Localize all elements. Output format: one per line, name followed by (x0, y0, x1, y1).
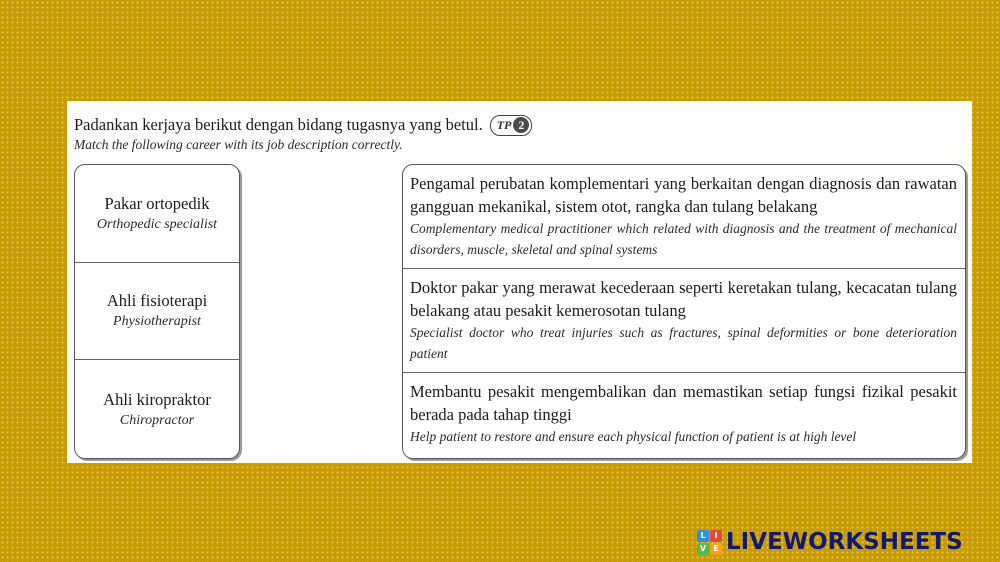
brand-wordmark: LIVEWORKSHEETS (726, 529, 963, 555)
career-item[interactable] (75, 263, 239, 361)
question-title-malay-text: Padankan kerjaya berikut dengan bidang tugasnya yang betul. (74, 115, 483, 134)
brand-square-i: I (710, 530, 722, 542)
question-title-english: Match the following career with its job description correctly. (74, 137, 403, 152)
career-name-english: Physiotherapist (113, 314, 201, 330)
description-item[interactable] (403, 269, 965, 373)
description-english: Specialist doctor who treat injuries such as fractures, spinal deformities or bone deterioration patient (410, 325, 957, 361)
brand-square-e: E (710, 543, 722, 555)
brand-square-v: V (697, 543, 709, 555)
description-item[interactable] (403, 373, 965, 457)
description-malay: Doktor pakar yang merawat kecederaan seperti keretakan tulang, kecacatan tulang belakang atau pesakit kemerosotan tulang (410, 278, 957, 320)
tp-badge-level: 2 (513, 117, 529, 133)
tp-badge-label: TP (496, 117, 512, 132)
career-name-malay: Ahli kiropraktor (103, 389, 211, 409)
description-malay: Membantu pesakit mengembalikan dan memastikan setiap fungsi fizikal pesakit berada pada tahap tinggi (410, 382, 957, 424)
career-name-malay: Pakar ortopedik (104, 193, 210, 213)
question-heading (74, 114, 954, 154)
career-name-malay: Ahli fisioterapi (106, 291, 208, 311)
career-name-english: Orthopedic specialist (96, 216, 218, 232)
description-english: Complementary medical practitioner which related with diagnosis and the treatment of mechanical disorders, muscle, skeletal and spinal systems (410, 221, 957, 257)
brand-squares-icon (697, 530, 722, 555)
descriptions-column (402, 164, 966, 459)
description-malay: Pengamal perubatan komplementari yang berkaitan dengan diagnosis dan rawatan gangguan mekanikal, sistem otot, rangka dan tulang belakang (410, 174, 957, 216)
description-item[interactable] (403, 165, 965, 269)
question-title-malay (74, 114, 954, 136)
description-english: Help patient to restore and ensure each physical function of patient is at high level (410, 429, 857, 444)
brand-square-l: L (697, 530, 709, 542)
careers-column (74, 164, 240, 459)
liveworksheets-logo (697, 528, 963, 556)
career-name-english: Chiropractor (119, 412, 195, 428)
tp-level-badge (490, 115, 533, 136)
career-item[interactable] (75, 360, 239, 458)
career-item[interactable] (75, 165, 239, 263)
worksheet-image (67, 101, 972, 463)
